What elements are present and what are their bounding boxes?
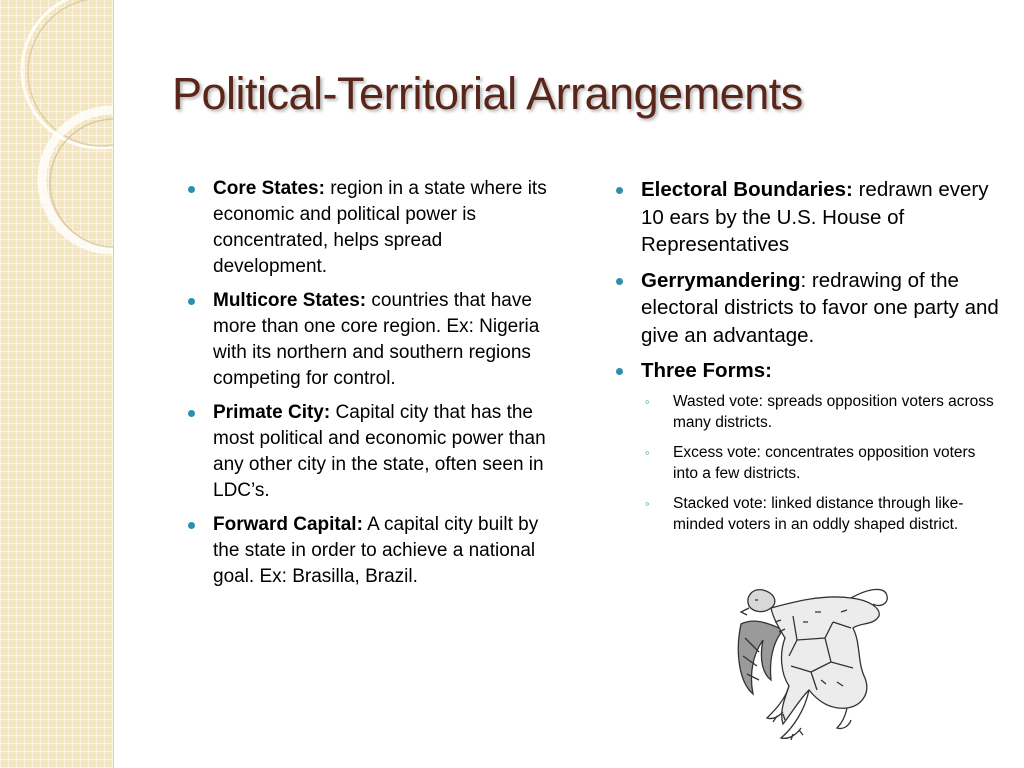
slide-title: Political-Territorial Arrangements — [172, 68, 803, 119]
forms-sub-list — [641, 391, 1004, 536]
bullet-primate-city — [186, 400, 558, 504]
bullet-three-forms — [614, 357, 1004, 536]
sub-bullet-wasted-vote: ◦ Wasted vote: spreads opposition voters across many districts. — [641, 391, 1004, 434]
bullet-forward-capital — [186, 512, 558, 590]
bullet-text: : redrawing of the electoral districts to favor one party and give an advantage. — [641, 268, 999, 347]
decorative-side-strip — [0, 0, 114, 768]
bullet-core-states — [186, 176, 558, 280]
bullet-multicore-states — [186, 288, 558, 392]
bullet-term: Multicore States: — [213, 290, 367, 311]
bullet-term: Core States: — [213, 178, 325, 199]
sub-bullet-stacked-vote: ◦ Stacked vote: linked distance through like-minded voters in an oddly shaped district. — [641, 493, 1004, 536]
bullet-text: A capital city built by the state in order to achieve a national goal. Ex: Brasilla, Brazil. — [213, 514, 539, 587]
bullet-text: region in a state where its economic and political power is concentrated, helps spread development. — [213, 178, 547, 277]
sub-bullet-excess-vote: ◦ Excess vote: concentrates opposition voters into a few districts. — [641, 442, 1004, 485]
left-bullet-list — [186, 176, 558, 598]
bullet-term: Gerrymandering — [641, 268, 801, 292]
bullet-term: Electoral Boundaries: — [641, 178, 853, 201]
bullet-term: Primate City: — [213, 402, 331, 423]
bullet-text: Capital city that has the most political and economic power than any other city in the state, often seen in LDC’s. — [213, 402, 546, 501]
bullet-term: Three Forms: — [641, 359, 772, 382]
bullet-gerrymandering — [614, 267, 1004, 350]
bullet-text: countries that have more than one core region. Ex: Nigeria with its northern and southern regions competing for control. — [213, 290, 540, 389]
bullet-electoral-boundaries — [614, 176, 1004, 259]
right-bullet-list — [614, 176, 1004, 544]
gerrymander-cartoon-image — [733, 582, 893, 744]
bullet-term: Forward Capital: — [213, 514, 363, 535]
decorative-circles — [0, 0, 113, 768]
bullet-text: redrawn every 10 ears by the U.S. House of Representatives — [641, 178, 989, 256]
